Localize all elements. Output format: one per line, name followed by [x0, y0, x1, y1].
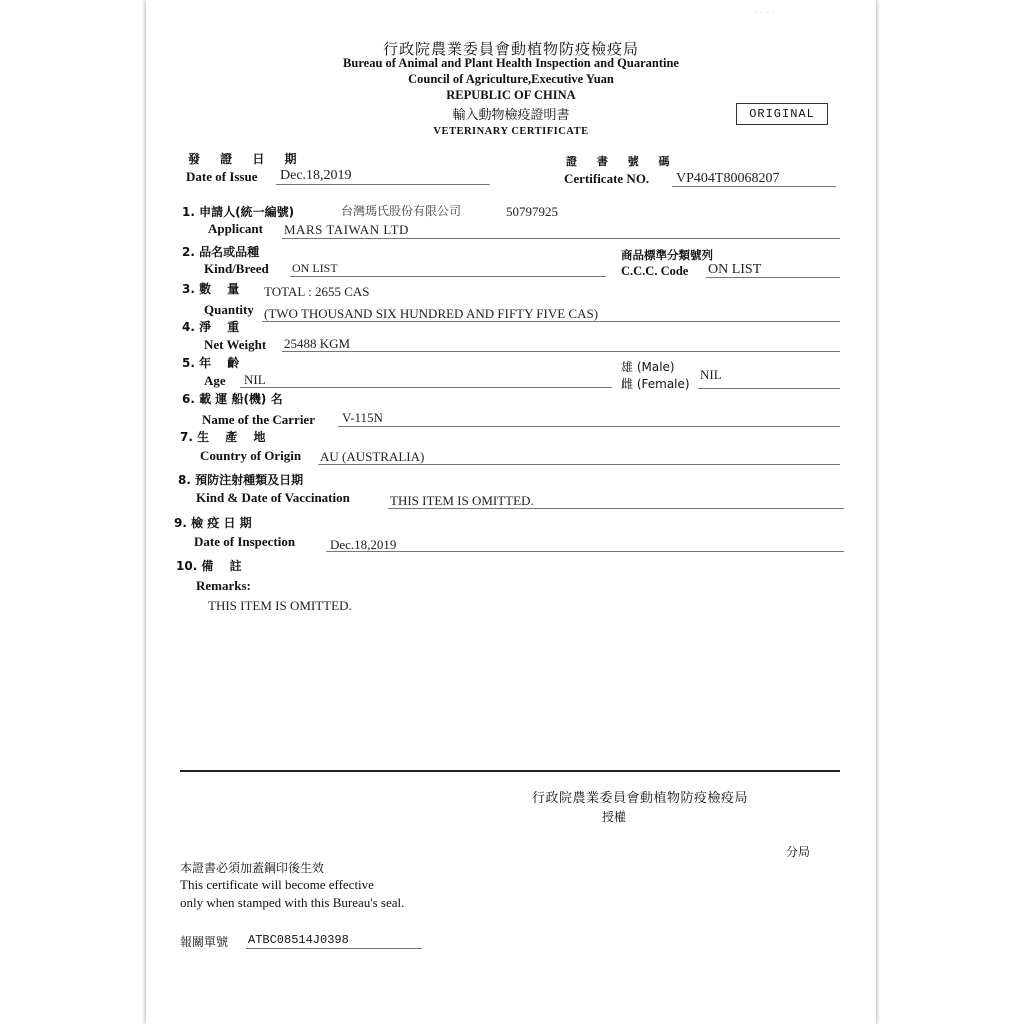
- quantity-label-zh: 3. 數 量: [182, 282, 240, 296]
- applicant-label-zh: 1. 申請人(統一編號): [182, 205, 295, 219]
- council-title: Council of Agriculture,Executive Yuan: [408, 72, 614, 86]
- origin-label-zh: 7. 生 產 地: [180, 430, 266, 444]
- issue-date-value: Dec.18,2019: [280, 168, 352, 183]
- original-stamp: ORIGINAL: [736, 103, 828, 125]
- certificate-number-label: Certificate NO.: [564, 171, 650, 186]
- inspection-label: Date of Inspection: [194, 534, 296, 549]
- certificate-page: [146, 0, 876, 1024]
- origin-value: AU (AUSTRALIA): [320, 449, 425, 464]
- certificate-title-en: VETERINARY CERTIFICATE: [433, 126, 589, 137]
- origin-label: Country of Origin: [200, 448, 302, 463]
- bureau-title-zh: 行政院農業委員會動植物防疫檢疫局: [382, 40, 639, 58]
- customs-label-zh: 報關單號: [180, 935, 229, 949]
- remarks-label-zh: 10. 備 註: [176, 559, 242, 573]
- vaccination-label: Kind & Date of Vaccination: [196, 490, 350, 505]
- quantity-value-words: (TWO THOUSAND SIX HUNDRED AND FIFTY FIVE CAS): [264, 306, 599, 321]
- age-label: Age: [204, 373, 226, 388]
- male-label: 雄 (Male): [621, 360, 675, 374]
- applicant-tax-id: 50797925: [506, 204, 558, 219]
- certificate-number-label-zh: 證 書 號 碼: [566, 155, 678, 168]
- sex-value: NIL: [700, 367, 722, 382]
- inspection-label-zh: 9. 檢 疫 日 期: [174, 516, 252, 530]
- kind-value: ON LIST: [292, 261, 338, 275]
- ccc-code-label-zh: 商品標準分類號列: [621, 248, 713, 262]
- net-weight-label: Net Weight: [204, 337, 267, 352]
- ccc-code-value: ON LIST: [708, 262, 762, 277]
- branch-zh: 分局: [786, 845, 811, 859]
- remarks-label: Remarks:: [196, 578, 251, 593]
- applicant-value-zh: 台灣瑪氏股份有限公司: [341, 204, 462, 218]
- female-label: 雌 (Female): [621, 377, 690, 391]
- kind-label: Kind/Breed: [204, 261, 269, 276]
- net-weight-label-zh: 4. 淨 重: [182, 320, 240, 334]
- carrier-label: Name of the Carrier: [202, 412, 315, 427]
- applicant-label: Applicant: [208, 221, 263, 236]
- certificate-title-zh: 輸入動物檢疫證明書: [452, 108, 570, 123]
- applicant-value: MARS TAIWAN LTD: [284, 222, 409, 237]
- notice-en-line2: only when stamped with this Bureau's seal.: [180, 895, 405, 910]
- footer-divider: [180, 770, 840, 772]
- age-value: NIL: [244, 372, 266, 387]
- issue-date-label: Date of Issue: [186, 169, 258, 184]
- age-label-zh: 5. 年 齡: [182, 356, 240, 370]
- notice-en-line1: This certificate will become effective: [180, 877, 374, 892]
- carrier-label-zh: 6. 載 運 船(機) 名: [182, 392, 283, 406]
- issue-date-label-zh: 發 證 日 期: [188, 152, 305, 166]
- kind-label-zh: 2. 品名或品種: [182, 245, 260, 259]
- authority-zh: 行政院農業委員會動植物防疫檢疫局: [532, 791, 749, 806]
- authorized-zh: 授權: [602, 810, 627, 824]
- certificate-number-value: VP404T80068207: [676, 171, 780, 186]
- quantity-label: Quantity: [204, 302, 254, 317]
- bureau-title-en: Bureau of Animal and Plant Health Inspection and Quarantine: [343, 56, 679, 70]
- ccc-code-label: C.C.C. Code: [621, 264, 689, 278]
- quantity-value: TOTAL : 2655 CAS: [264, 284, 370, 299]
- customs-number: ATBC08514J0398: [248, 933, 349, 947]
- inspection-value: Dec.18,2019: [330, 537, 397, 552]
- vaccination-value: THIS ITEM IS OMITTED.: [390, 493, 534, 508]
- carrier-value: V-115N: [342, 410, 383, 425]
- net-weight-value: 25488 KGM: [284, 336, 351, 351]
- vaccination-label-zh: 8. 預防注射種類及日期: [178, 473, 304, 487]
- scan-artifact: · · · ·: [754, 8, 775, 19]
- notice-zh: 本證書必須加蓋鋼印後生效: [180, 861, 325, 875]
- country-title: REPUBLIC OF CHINA: [446, 88, 576, 102]
- remarks-value: THIS ITEM IS OMITTED.: [208, 598, 352, 613]
